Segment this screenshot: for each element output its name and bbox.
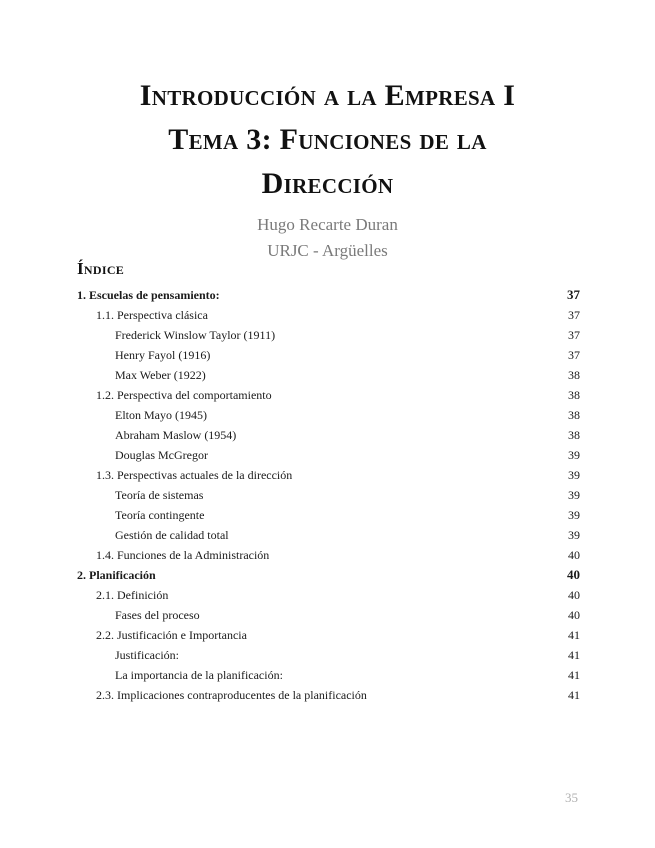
toc-entry-page: 39 [568,508,580,522]
toc-entry-page: 39 [568,488,580,502]
toc-entry-label: Douglas McGregor [115,448,208,462]
page-number: 35 [565,790,578,805]
toc-entry[interactable] [77,425,580,445]
toc-entry[interactable] [77,665,580,685]
toc-entry[interactable] [77,345,580,365]
toc-entry-page: 39 [568,448,580,462]
toc-entry-page: 41 [568,688,580,702]
toc-entry-label: Elton Mayo (1945) [115,408,207,422]
toc-entry[interactable] [77,685,580,705]
toc-entry-page: 40 [568,548,580,562]
toc-entry[interactable] [77,365,580,385]
toc-entry-label: Fases del proceso [115,608,200,622]
title-block [40,74,615,264]
toc-entry-label: Henry Fayol (1916) [115,348,211,362]
toc-entry[interactable] [77,585,580,605]
toc-entry-page: 38 [568,408,580,422]
toc-entry-page: 38 [568,428,580,442]
toc-heading: Índice [77,259,125,278]
toc-entry-label: La importancia de la planificación: [115,668,283,682]
toc-entry-label: 1.2. Perspectiva del comportamiento [96,388,272,402]
toc-entry-page: 38 [568,368,580,382]
toc-entry-label: 1.4. Funciones de la Administración [96,548,270,562]
toc-entry[interactable] [77,485,580,505]
toc-entry-page: 41 [568,668,580,682]
toc-entry-page: 37 [568,348,580,362]
toc-entry-label: 2.2. Justificación e Importancia [96,628,247,642]
toc-entry[interactable] [77,645,580,665]
toc-entry[interactable] [77,445,580,465]
toc-entry[interactable] [77,385,580,405]
toc-entry-page: 37 [567,287,580,302]
document-title-line-1: Introducción a la Empresa I [139,79,516,112]
toc-entry-label: 2. Planificación [77,568,156,582]
toc-entry-page: 40 [567,567,580,582]
toc-entry-label: Teoría contingente [115,508,205,522]
toc-entry-label: Gestión de calidad total [115,528,229,542]
toc-entry[interactable] [77,605,580,625]
toc-entry[interactable] [77,505,580,525]
toc-entry-page: 40 [568,608,580,622]
toc-entry-page: 41 [568,648,580,662]
toc-entry[interactable] [77,405,580,425]
toc-entry-page: 37 [568,328,580,342]
toc-entry-label: Justificación: [115,648,179,662]
toc-entry[interactable] [77,565,580,585]
toc-entry-page: 38 [568,388,580,402]
toc-entry-label: 1. Escuelas de pensamiento: [77,288,220,302]
institution-name: URJC - Argüelles [267,241,388,260]
toc-entry-label: Max Weber (1922) [115,368,206,382]
toc-entry-page: 37 [568,308,580,322]
toc-entry-page: 39 [568,468,580,482]
toc-entry-label: Frederick Winslow Taylor (1911) [115,328,276,342]
toc-entry-label: Teoría de sistemas [115,488,204,502]
table-of-contents [77,285,580,705]
toc-entry-label: 1.3. Perspectivas actuales de la dirección [96,468,293,482]
toc-entry[interactable] [77,625,580,645]
toc-entry[interactable] [77,545,580,565]
toc-entry[interactable] [77,305,580,325]
author-name: Hugo Recarte Duran [257,215,398,234]
toc-entry[interactable] [77,285,580,305]
toc-entry-label: 2.3. Implicaciones contraproducentes de la planificación [96,688,367,702]
document-title-line-3: Dirección [261,167,394,200]
toc-entry-page: 39 [568,528,580,542]
toc-entry-label: Abraham Maslow (1954) [115,428,237,442]
toc-entry-page: 40 [568,588,580,602]
toc-entry-label: 1.1. Perspectiva clásica [96,308,208,322]
toc-entry[interactable] [77,525,580,545]
document-title-line-2: Tema 3: Funciones de la [168,123,487,156]
toc-entry-page: 41 [568,628,580,642]
toc-entry-label: 2.1. Definición [96,588,169,602]
toc-entry[interactable] [77,465,580,485]
toc-entry[interactable] [77,325,580,345]
